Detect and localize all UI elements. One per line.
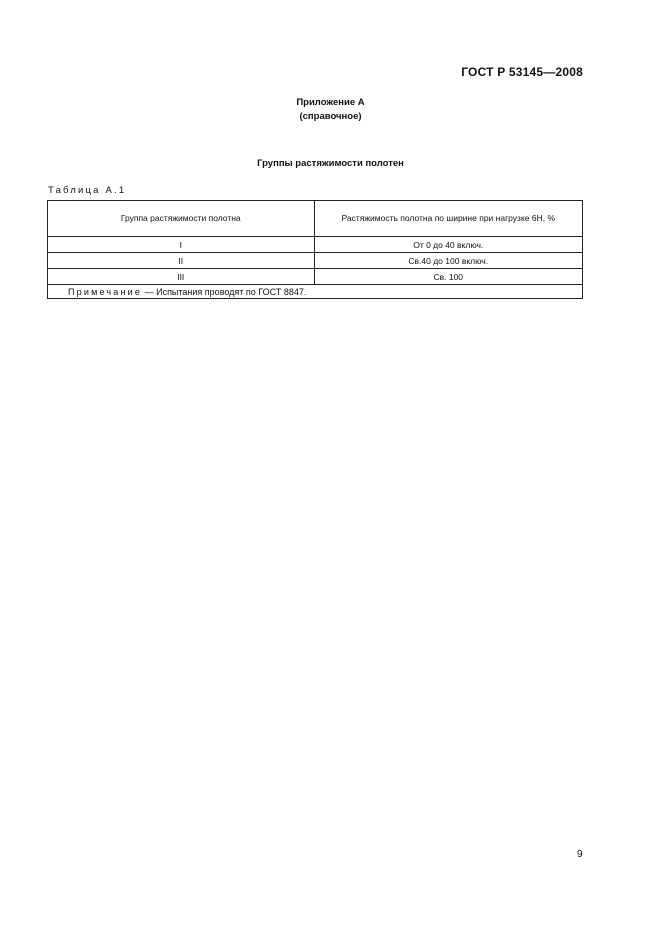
note-label: Примечание bbox=[68, 286, 143, 297]
cell-group: II bbox=[48, 253, 315, 269]
document-standard-code: ГОСТ Р 53145—2008 bbox=[461, 65, 583, 79]
header-group: Группа растяжимости полотна bbox=[48, 201, 315, 237]
cell-stretch: От 0 до 40 включ. bbox=[314, 237, 583, 253]
cell-stretch: Св. 100 bbox=[314, 269, 583, 285]
table-row bbox=[48, 269, 583, 285]
table-row bbox=[48, 237, 583, 253]
appendix-heading bbox=[0, 96, 661, 124]
table-caption: Таблица А.1 bbox=[48, 185, 127, 196]
table-note-row bbox=[48, 285, 583, 299]
cell-group: III bbox=[48, 269, 315, 285]
section-title: Группы растяжимости полотен bbox=[257, 158, 404, 169]
header-stretch: Растяжимость полотна по ширине при нагрузке 6Н, % bbox=[314, 201, 583, 237]
cell-stretch: Св.40 до 100 включ. bbox=[314, 253, 583, 269]
appendix-title: Приложение А bbox=[296, 97, 365, 108]
stretch-groups-table bbox=[47, 200, 583, 299]
note-text: — Испытания проводят по ГОСТ 8847. bbox=[142, 286, 307, 297]
table-note bbox=[48, 285, 583, 299]
table-row bbox=[48, 253, 583, 269]
table-header-row bbox=[48, 201, 583, 237]
appendix-kind: (справочное) bbox=[299, 111, 362, 122]
cell-group: I bbox=[48, 237, 315, 253]
page-number: 9 bbox=[577, 849, 583, 860]
